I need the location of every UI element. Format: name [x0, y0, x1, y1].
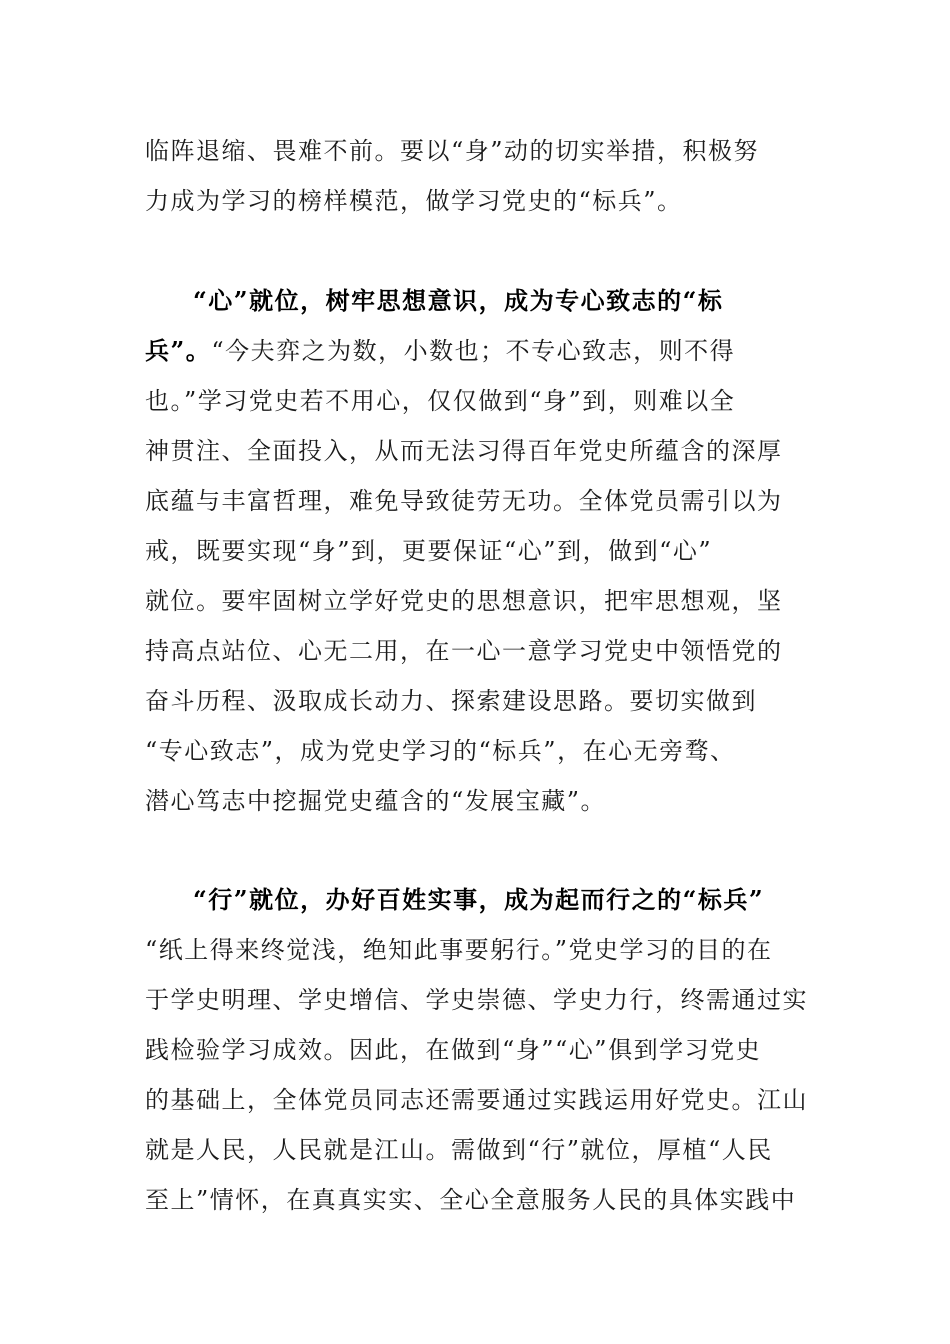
body-line: 奋斗历程、汲取成长动力、探索建设思路。要切实做到: [145, 687, 757, 715]
body-line: 神贯注、全面投入，从而无法习得百年党史所蕴含的深厚: [145, 437, 783, 465]
body-line: 临阵退缩、畏难不前。要以“身”动的切实举措，积极努: [145, 137, 760, 165]
body-line: 戒，既要实现“身”到，更要保证“心”到，做到“心”: [145, 537, 713, 565]
section-heading: “行”就位，办好百姓实事，成为起而行之的“标兵”: [193, 885, 765, 914]
body-line: 持高点站位、心无二用，在一心一意学习党史中领悟党的: [145, 637, 783, 665]
body-line: 底蕴与丰富哲理，难免导致徒劳无功。全体党员需引以为: [145, 487, 783, 515]
body-line: 践检验学习成效。因此，在做到“身”“心”俱到学习党史: [145, 1036, 762, 1064]
body-text: “今夫弈之为数，小数也；不专心致志，则不得: [211, 337, 736, 365]
section-heading-continuation: [145, 331, 825, 371]
body-line: 力成为学习的榜样模范，做学习党史的“标兵”。: [145, 187, 683, 215]
body-line: 于学史明理、学史增信、学史崇德、学史力行，终需通过实: [145, 986, 808, 1014]
body-line: 就是人民，人民就是江山。需做到“行”就位，厚植“人民: [145, 1136, 773, 1164]
body-line: 就位。要牢固树立学好党史的思想意识，把牢思想观，坚: [145, 587, 783, 615]
body-line: 也。”学习党史若不用心，仅仅做到“身”到，则难以全: [145, 387, 736, 415]
heading-tail: 兵”。: [145, 336, 212, 365]
body-line: 的基础上，全体党员同志还需要通过实践运用好党史。江山: [145, 1086, 808, 1114]
body-line: 至上”情怀，在真真实实、全心全意服务人民的具体实践中: [145, 1186, 797, 1214]
body-line: 潜心笃志中挖掘党史蕴含的“发展宝藏”。: [145, 787, 607, 815]
body-line: “纸上得来终觉浅，绝知此事要躬行。”党史学习的目的在: [145, 936, 773, 964]
body-line: “专心致志”，成为党史学习的“标兵”，在心无旁骛、: [145, 737, 736, 765]
section-heading: “心”就位，树牢思想意识，成为专心致志的“标: [193, 286, 724, 315]
